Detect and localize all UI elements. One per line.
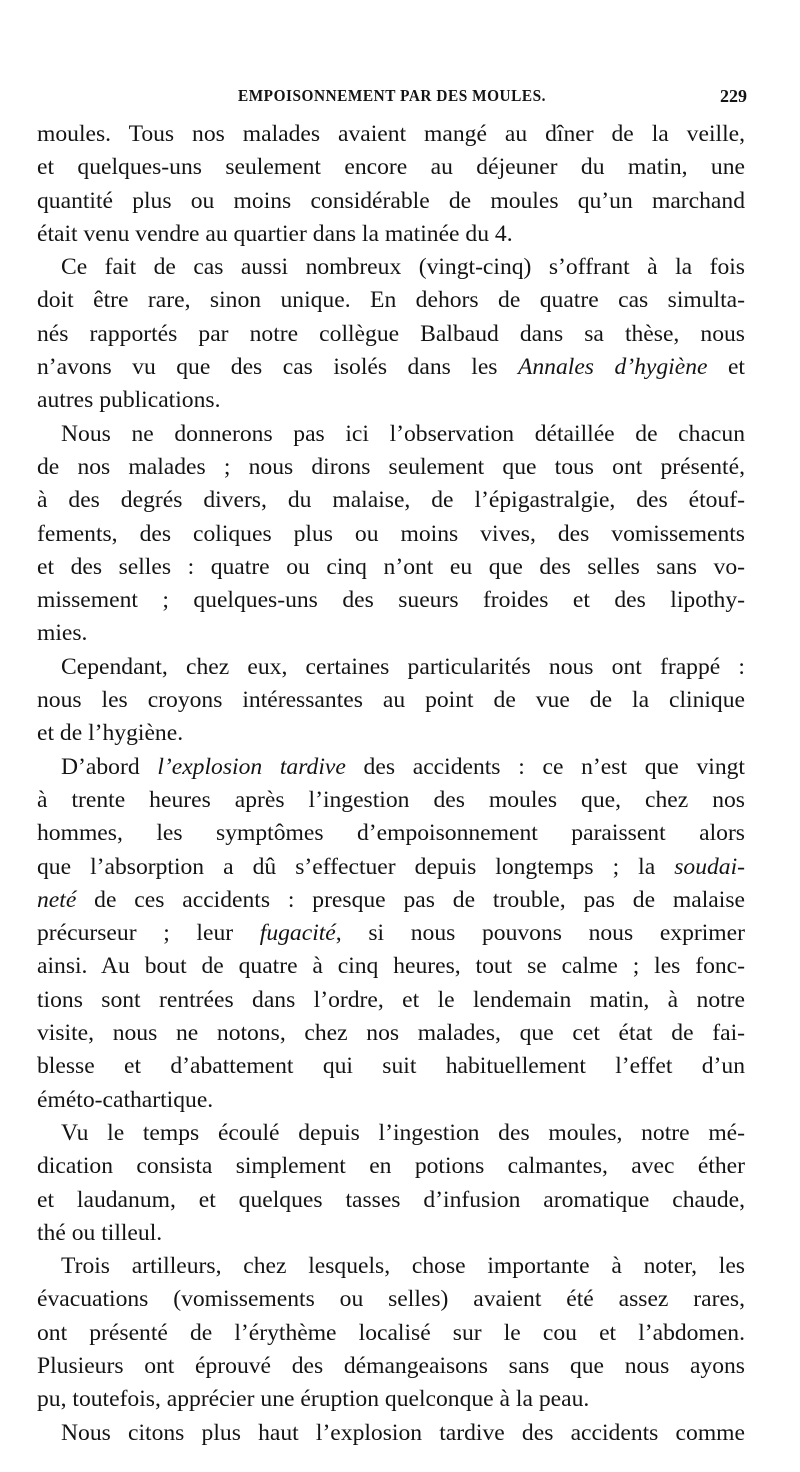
text-line — [37, 151, 745, 184]
italic-text: neté — [37, 886, 77, 913]
text-segment: évacuations (vomissements ou selles) avaient été assez rares, — [37, 1286, 745, 1313]
text-line — [37, 851, 745, 884]
text-segment: Cependant, chez eux, certaines particularités nous ont frappé : — [61, 653, 745, 680]
text-line — [37, 584, 745, 617]
text-segment: Trois artilleurs, chez lesquels, chose importante à noter, les — [61, 1253, 745, 1280]
italic-text: Annales d’hygiène — [517, 354, 708, 381]
text-segment: était venu vendre au quartier dans la matinée du 4. — [37, 220, 513, 247]
text-segment: Vu le temps écoulé depuis l’ingestion des moules, notre mé- — [61, 1119, 745, 1146]
text-line — [37, 1283, 745, 1316]
text-line — [37, 1117, 745, 1150]
text-line — [37, 218, 745, 251]
text-line — [37, 1017, 745, 1050]
text-segment: mies. — [37, 620, 88, 647]
text-line — [37, 1184, 745, 1217]
text-segment: doit être rare, sinon unique. En dehors de quatre cas simulta- — [37, 287, 745, 314]
text-segment: autres publications. — [37, 387, 221, 414]
text-segment: de nos malades ; nous dirons seulement que tous ont présenté, — [37, 453, 745, 480]
text-segment: ainsi. Au bout de quatre à cinq heures, tout se calme ; les fonc- — [37, 953, 745, 980]
text-line — [37, 318, 745, 351]
text-segment: que l’absorption a dû s’effectuer depuis longtemps ; la — [37, 853, 675, 880]
text-segment: n’avons vu que des cas isolés dans les — [37, 354, 518, 381]
text-line — [37, 1383, 745, 1416]
text-line — [37, 884, 745, 917]
text-line — [37, 1150, 745, 1183]
text-line — [37, 984, 745, 1017]
text-segment: à trente heures après l’ingestion des moules que, chez nos — [37, 786, 745, 813]
text-segment: Nous citons plus haut l’explosion tardive des accidents comme — [61, 1419, 745, 1446]
text-segment: , si nous pouvons nous exprimer — [335, 920, 745, 947]
italic-text: fugacité — [259, 920, 336, 947]
text-segment: D’abord — [61, 753, 158, 780]
italic-text: l’explosion tardive — [157, 753, 346, 780]
body-text — [37, 118, 745, 1450]
text-line — [37, 817, 745, 850]
text-segment: pu, toutefois, apprécier une éruption quelconque à la peau. — [37, 1386, 590, 1413]
text-segment: dication consista simplement en potions calmantes, avec éther — [37, 1153, 745, 1180]
running-title: EMPOISONNEMENT PAR DES MOULES. — [237, 86, 547, 105]
text-line — [37, 950, 745, 983]
text-line — [37, 784, 745, 817]
text-segment: à des degrés divers, du malaise, de l’épigastralgie, des étouf- — [37, 487, 745, 514]
text-line — [37, 751, 745, 784]
text-line — [37, 1417, 745, 1450]
text-segment: et des selles : quatre ou cinq n’ont eu que des selles sans vo- — [37, 553, 745, 580]
text-segment: et — [707, 354, 745, 381]
text-line — [37, 518, 745, 551]
text-line — [37, 1050, 745, 1083]
text-line — [37, 451, 745, 484]
page-header — [37, 86, 747, 116]
text-line — [37, 617, 745, 650]
text-segment: et laudanum, et quelques tasses d’infusion aromatique chaude, — [37, 1186, 745, 1213]
text-line — [37, 284, 745, 317]
text-line — [37, 1217, 745, 1250]
text-segment: Ce fait de cas aussi nombreux (vingt-cinq) s’offrant à la fois — [61, 254, 745, 281]
text-segment: de ces accidents : presque pas de trouble, pas de malaise — [76, 886, 745, 913]
text-line — [37, 185, 745, 218]
text-line — [37, 251, 745, 284]
text-line — [37, 351, 745, 384]
text-segment: précurseur ; leur — [37, 920, 260, 947]
text-segment: nés rapportés par notre collègue Balbaud dans sa thèse, nous — [37, 320, 745, 347]
text-segment: missement ; quelques-uns des sueurs froides et des lipothy- — [37, 587, 745, 614]
text-segment: nous les croyons intéressantes au point de vue de la clinique — [37, 687, 745, 714]
text-line — [37, 1350, 745, 1383]
text-line — [37, 1084, 745, 1117]
text-segment: des accidents : ce n’est que vingt — [345, 753, 745, 780]
text-line — [37, 384, 745, 417]
text-segment: éméto-cathartique. — [37, 1086, 214, 1113]
text-line — [37, 684, 745, 717]
text-segment: thé ou tilleul. — [37, 1219, 163, 1246]
italic-text: soudai- — [674, 853, 745, 880]
text-segment: hommes, les symptômes d’empoisonnement paraissent alors — [37, 820, 745, 847]
text-segment: blesse et d’abattement qui suit habituellement l’effet d’un — [37, 1053, 745, 1080]
text-line — [37, 717, 745, 750]
text-segment: et quelques-uns seulement encore au déjeuner du matin, une — [37, 154, 745, 181]
text-segment: ont présenté de l’érythème localisé sur le cou et l’abdomen. — [37, 1319, 745, 1346]
text-segment: quantité plus ou moins considérable de moules qu’un marchand — [37, 187, 745, 214]
text-line — [37, 1317, 745, 1350]
text-segment: tions sont rentrées dans l’ordre, et le lendemain matin, à notre — [37, 986, 745, 1013]
text-line — [37, 651, 745, 684]
text-line — [37, 551, 745, 584]
text-segment: Nous ne donnerons pas ici l’observation détaillée de chacun — [61, 420, 745, 447]
page-number: 229 — [720, 86, 747, 106]
text-line — [37, 484, 745, 517]
text-segment: et de l’hygiène. — [37, 720, 184, 747]
text-line — [37, 418, 745, 451]
text-line — [37, 917, 745, 950]
text-segment: Plusieurs ont éprouvé des démangeaisons sans que nous ayons — [37, 1352, 745, 1379]
text-line — [37, 118, 745, 151]
text-segment: fements, des coliques plus ou moins vives, des vomissements — [37, 520, 745, 547]
text-segment: visite, nous ne notons, chez nos malades, que cet état de fai- — [37, 1020, 745, 1047]
text-line — [37, 1250, 745, 1283]
text-segment: moules. Tous nos malades avaient mangé au dîner de la veille, — [37, 121, 745, 147]
